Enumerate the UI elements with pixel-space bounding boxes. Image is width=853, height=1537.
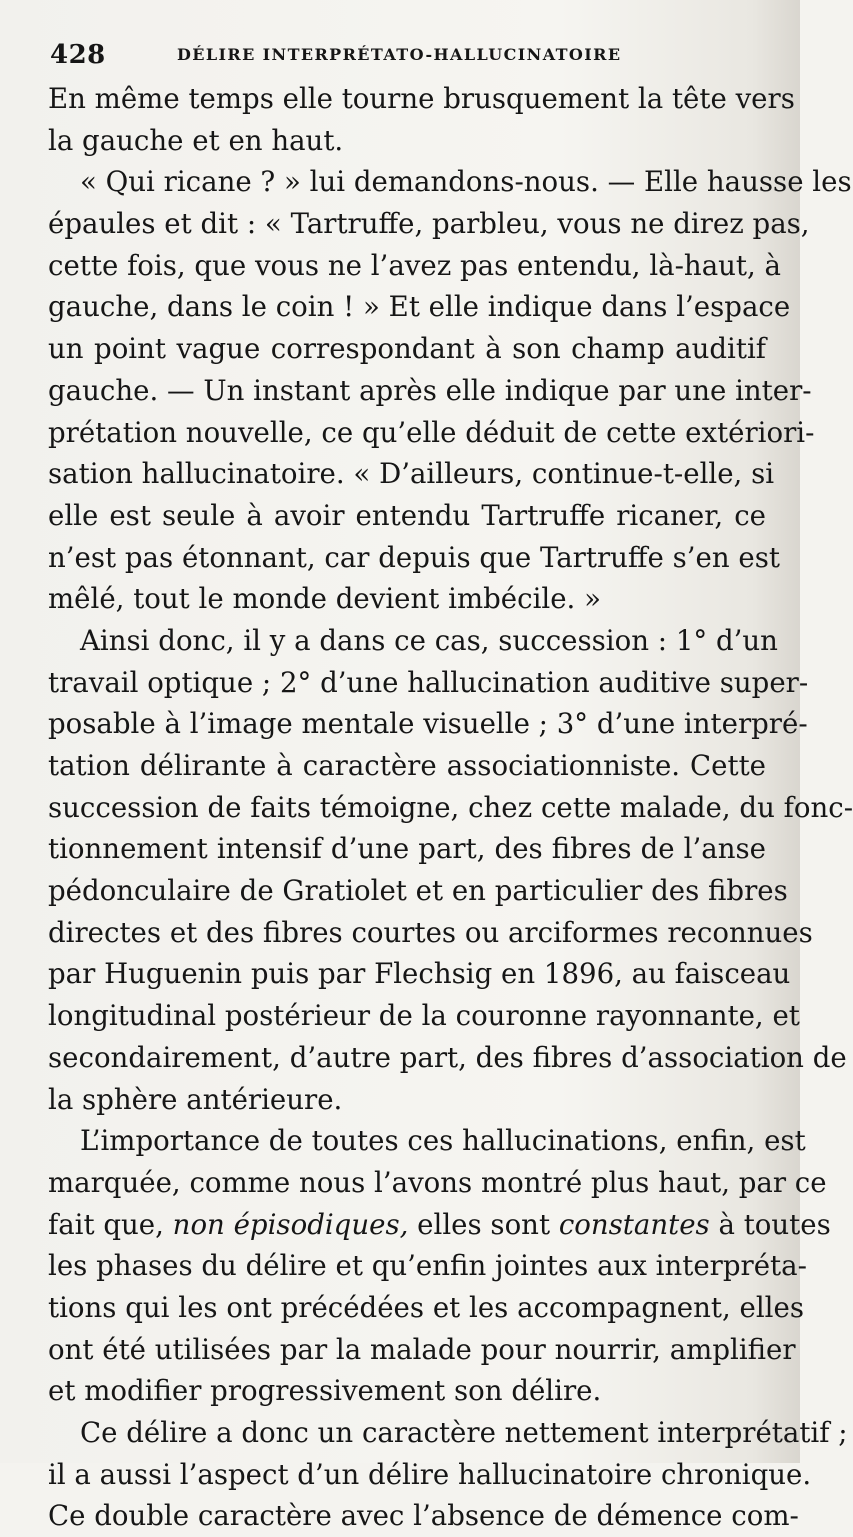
page-header xyxy=(50,40,770,74)
text-line: prétation nouvelle, ce qu’elle déduit de cette extériori- xyxy=(48,415,815,449)
text-line xyxy=(48,1204,831,1246)
text-line: Ce délire a donc un caractère nettement interprétatif ; xyxy=(80,1416,848,1449)
text-line: Ce double caractère avec l’absence de démence com- xyxy=(48,1499,799,1533)
text-line: par Huguenin puis par Flechsig en 1896, au faisceau xyxy=(48,957,791,991)
text-line: la gauche et en haut. xyxy=(48,123,344,157)
text-line: les phases du délire et qu’enfin jointes aux interpréta- xyxy=(48,1249,807,1283)
text-line: elle est seule à avoir entendu Tartruffe ricaner, ce xyxy=(48,498,766,532)
text-line: sation hallucinatoire. « D’ailleurs, continue-t-elle, si xyxy=(48,457,775,491)
text-line: En même temps elle tourne brusquement la tête vers xyxy=(48,82,795,115)
text-segment: à toutes xyxy=(709,1207,831,1241)
text-line: épaules et dit : « Tartruffe, parbleu, vous ne direz pas, xyxy=(48,207,810,241)
text-line: mêlé, tout le monde devient imbécile. » xyxy=(48,582,601,616)
running-head: DÉLIRE INTERPRÉTATO-HALLUCINATOIRE xyxy=(177,45,622,64)
text-line: posable à l’image mentale visuelle ; 3° d’une interpré- xyxy=(48,707,808,741)
text-line: longitudinal postérieur de la couronne rayonnante, et xyxy=(48,999,800,1033)
text-segment: elles sont xyxy=(408,1207,559,1241)
text-line: tions qui les ont précédées et les accompagnent, elles xyxy=(48,1290,804,1324)
text-line: un point vague correspondant à son champ auditif xyxy=(48,332,766,366)
italic-phrase: non épisodiques, xyxy=(172,1207,409,1241)
text-line: pédonculaire de Gratiolet et en particulier des fibres xyxy=(48,874,788,908)
body-text xyxy=(48,78,853,1537)
text-line: il a aussi l’aspect d’un délire hallucinatoire chronique. xyxy=(48,1457,812,1491)
text-line: Ainsi donc, il y a dans ce cas, succession : 1° d’un xyxy=(80,623,778,657)
text-line: succession de faits témoigne, chez cette malade, du fonc- xyxy=(48,790,853,824)
text-line: gauche, dans le coin ! » Et elle indique dans l’espace xyxy=(48,290,791,324)
text-line: n’est pas étonnant, car depuis que Tartruffe s’en est xyxy=(48,540,781,574)
text-line: tation délirante à caractère associationniste. Cette xyxy=(48,749,766,782)
text-segment: fait que, xyxy=(48,1207,173,1241)
text-line: travail optique ; 2° d’une hallucination auditive super- xyxy=(48,665,809,699)
italic-phrase: constantes xyxy=(558,1207,710,1241)
page-number: 428 xyxy=(50,40,106,70)
text-line: tionnement intensif d’une part, des fibres de l’anse xyxy=(48,832,766,866)
text-line: L’importance de toutes ces hallucinations, enfin, est xyxy=(80,1124,806,1158)
text-line: ont été utilisées par la malade pour nourrir, amplifier xyxy=(48,1332,796,1366)
text-line: secondairement, d’autre part, des fibres d’association de xyxy=(48,1040,847,1074)
text-line: cette fois, que vous ne l’avez pas entendu, là-haut, à xyxy=(48,248,781,282)
text-line: gauche. — Un instant après elle indique par une inter- xyxy=(48,373,812,407)
text-line: marquée, comme nous l’avons montré plus haut, par ce xyxy=(48,1165,827,1199)
text-line: « Qui ricane ? » lui demandons-nous. — Elle hausse les xyxy=(80,165,852,199)
text-line: directes et des fibres courtes ou arciformes reconnues xyxy=(48,915,813,949)
text-line: la sphère antérieure. xyxy=(48,1082,343,1116)
text-line: et modifier progressivement son délire. xyxy=(48,1374,602,1408)
